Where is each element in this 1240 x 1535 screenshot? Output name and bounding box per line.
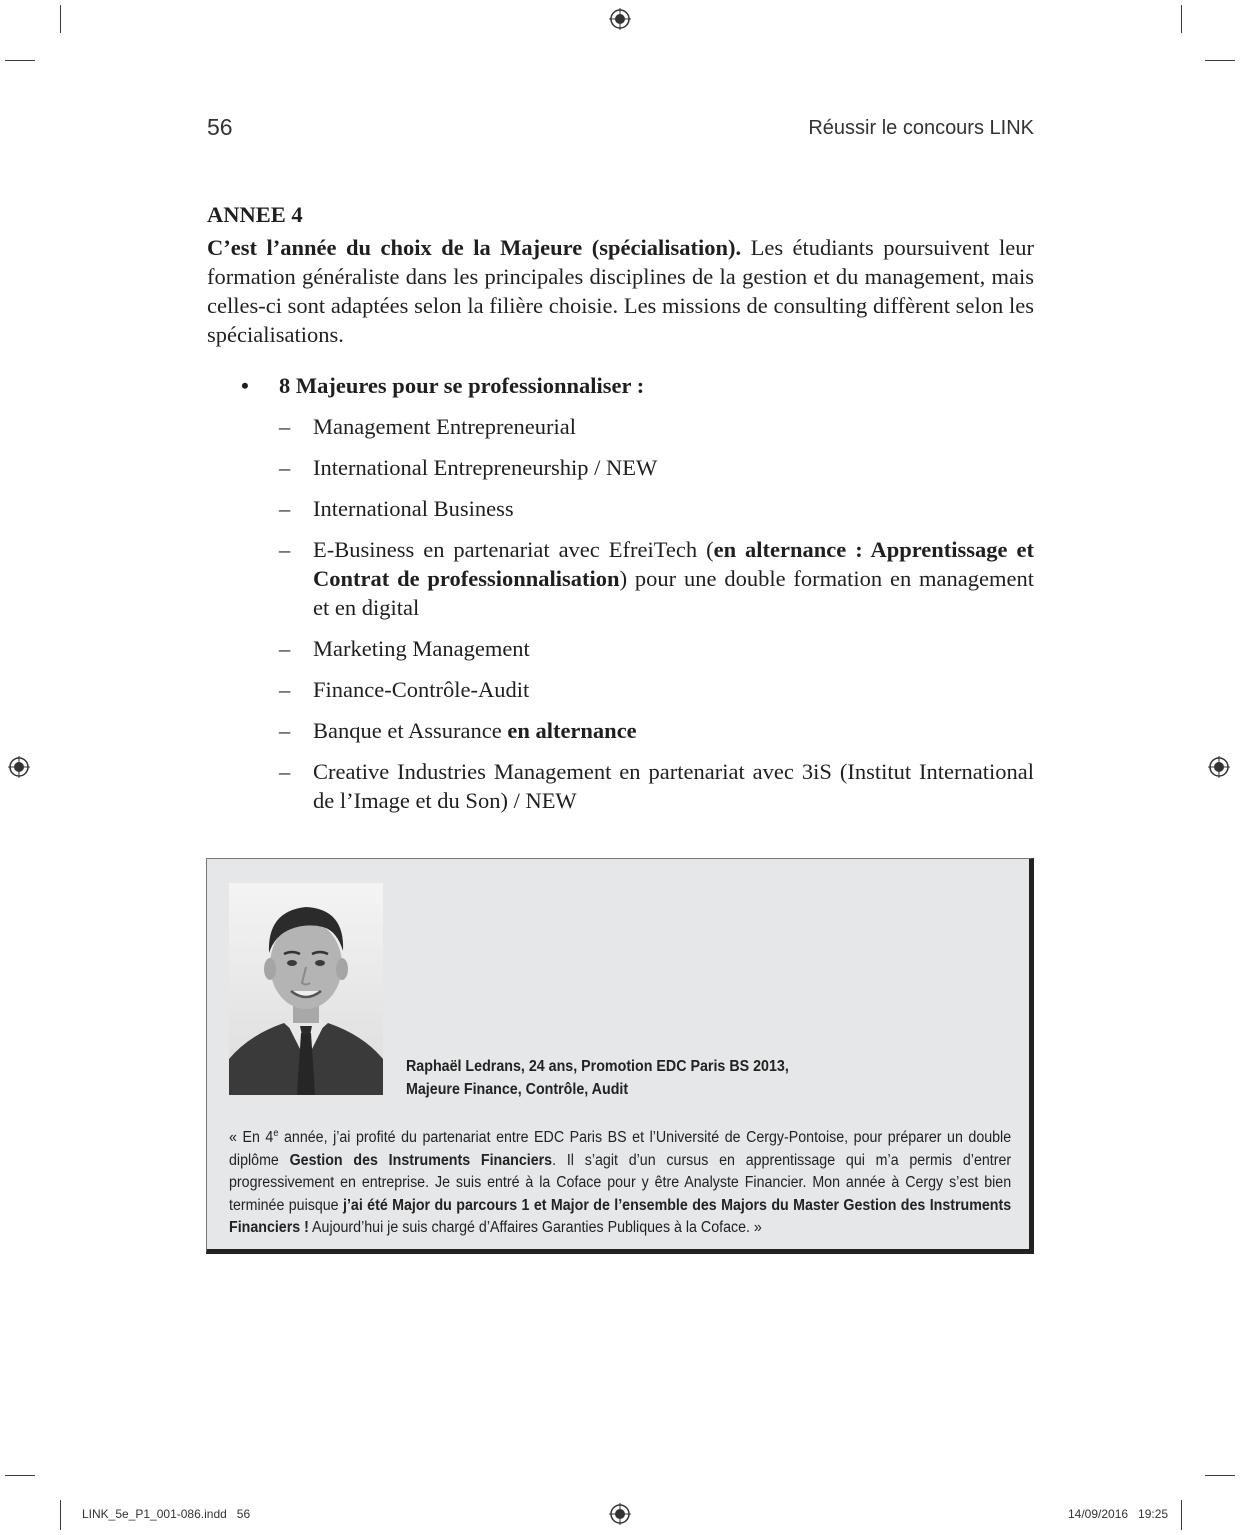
- footer-date: 14/09/2016 19:25: [1068, 1507, 1169, 1521]
- crop-mark-top-left-h: [5, 60, 35, 61]
- crop-mark-bottom-left-h: [5, 1475, 35, 1476]
- majors-title: [207, 371, 1034, 400]
- list-item: – Management Entrepreneurial: [279, 414, 577, 439]
- list-item: – Finance-Contrôle-Audit: [279, 677, 530, 702]
- running-title: Réussir le concours LINK: [808, 117, 1034, 139]
- dash-icon: –: [279, 759, 291, 784]
- dash-icon: –: [279, 677, 291, 702]
- bullet-icon: •: [241, 373, 249, 398]
- intro-bold: C’est l’année du choix de la Majeure (spécialisation).: [207, 235, 742, 260]
- registration-mark-bottom-icon: [609, 1503, 631, 1525]
- main-content: [207, 200, 1034, 827]
- intro-text: Les étudiants poursuivent leur formation généraliste dans les principales disciplines de la gestion et du management, mais celles-ci sont adaptées selon la filière choisie. Les missions de consulting diffèrent selon les spécialisations.: [207, 235, 1034, 347]
- registration-mark-right-icon: [1208, 756, 1230, 778]
- crop-mark-bottom-right: [1181, 1500, 1182, 1530]
- list-item: – E-Business en partenariat avec EfreiTech (en alternance : Apprentissage et Contrat de professionnalisation) pour une double formation en management et en digital: [279, 537, 1034, 620]
- testimonial-caption: [406, 1055, 921, 1101]
- dash-icon: –: [279, 496, 291, 521]
- crop-mark-top-right: [1181, 5, 1182, 33]
- dash-icon: –: [279, 636, 291, 661]
- list-item: – International Entrepreneurship / NEW: [279, 455, 658, 480]
- list-item: – Marketing Management: [279, 636, 530, 661]
- footer-file-name: LINK_5e_P1_001-086.indd 56: [82, 1507, 251, 1521]
- crop-mark-top-left: [60, 5, 61, 33]
- registration-mark-left-icon: [8, 756, 30, 778]
- registration-mark-top-icon: [609, 8, 631, 30]
- majors-list: [207, 412, 1034, 815]
- portrait-photo: [229, 883, 383, 1095]
- list-item: – Banque et Assurance en alternance: [279, 718, 637, 743]
- dash-icon: –: [279, 718, 291, 743]
- page-number: 56: [207, 114, 233, 140]
- testimonial-box: [206, 858, 1034, 1254]
- dash-icon: –: [279, 414, 291, 439]
- dash-icon: –: [279, 537, 291, 562]
- caption-line-2: Majeure Finance, Contrôle, Audit: [406, 1081, 629, 1098]
- crop-mark-bottom-right-h: [1205, 1475, 1235, 1476]
- caption-line-1: Raphaël Ledrans, 24 ans, Promotion EDC Paris BS 2013,: [406, 1058, 789, 1075]
- crop-mark-top-right-h: [1205, 60, 1235, 61]
- dash-icon: –: [279, 455, 291, 480]
- list-item: – Creative Industries Management en partenariat avec 3iS (Institut International de l’Image et du Son) / NEW: [279, 759, 1034, 813]
- testimonial-quote: « En 4e année, j’ai profité du partenariat entre EDC Paris BS et l’Université de Cergy-Pontoise, pour préparer un double diplôme Gestion des Instruments Financiers. Il s’agit d’un cursus en apprentissage qui m’a permis d’entrer progressivement en entreprise. Je suis entré à la Coface pour y être Analyste Financier. Mon année à Cergy s’est bien terminée puisque j’ai été Major du parcours 1 et Major de l’ensemble des Majors du Master Gestion des Instruments Financiers ! Aujourd’hui je suis chargé d’Affaires Garanties Publiques à la Coface. »: [229, 1128, 1012, 1237]
- section-heading: ANNEE 4: [207, 202, 303, 227]
- crop-mark-bottom-left: [60, 1500, 61, 1530]
- intro-paragraph: [207, 233, 1034, 349]
- list-item: – International Business: [279, 496, 514, 521]
- majors-title-text: 8 Majeures pour se professionnaliser :: [279, 373, 645, 398]
